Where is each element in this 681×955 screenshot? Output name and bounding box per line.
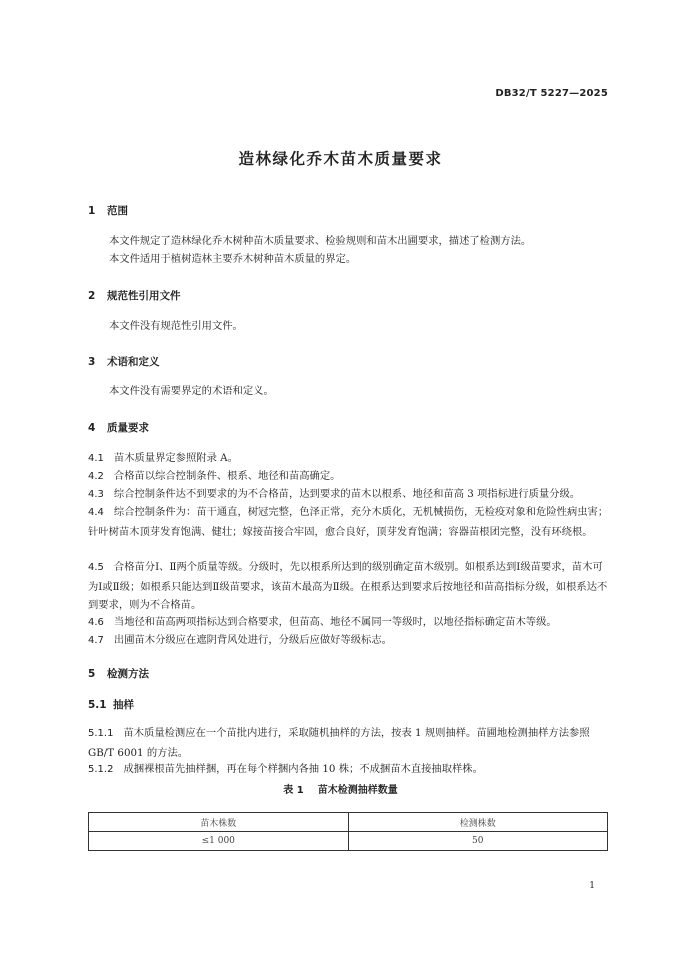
clause-4-2: [88, 467, 610, 487]
section-number: 4: [88, 422, 96, 434]
table-cell: 50: [348, 832, 608, 851]
clause-text: 出圃苗木分级应在遮阴背风处进行，分级后应做好等级标志。: [113, 634, 392, 646]
scope-paragraph-2: 本文件适用于植树造林主要乔木树种苗木质量的界定。: [109, 253, 357, 265]
section-1-heading: [88, 203, 128, 218]
clause-4-7: [88, 631, 610, 651]
clause-4-6: [88, 613, 610, 633]
section-number: 3: [88, 356, 96, 368]
clause-text: 成捆裸根苗先抽样捆，再在每个样捆内各抽 10 株；不成捆苗木直接抽取样株。: [123, 763, 483, 775]
table-title: 苗木检测抽样数量: [317, 785, 398, 796]
normative-references-paragraph: 本文件没有规范性引用文件。: [109, 320, 243, 332]
section-title: 检测方法: [107, 668, 149, 680]
clause-text: 当地径和苗高两项指标达到合格要求，但苗高、地径不属同一等级时，以地径指标确定苗木等级。: [113, 616, 557, 628]
clause-4-3: [88, 485, 610, 505]
clause-number: 4.5: [88, 562, 104, 573]
scope-paragraph-1: 本文件规定了造林绿化乔木树种苗木质量要求、检验规则和苗木出圃要求，描述了检测方法。: [109, 235, 532, 247]
clause-text: 综合控制条件达不到要求的为不合格苗，达到要求的苗木以根系、地径和苗高 3 项指标进行质量分级。: [113, 488, 581, 500]
table-1-caption: [0, 781, 681, 796]
sampling-table: [88, 812, 608, 851]
clause-5-1-2: [88, 760, 610, 780]
table-row: [89, 832, 608, 851]
terms-paragraph: 本文件没有需要界定的术语和定义。: [109, 385, 274, 397]
clause-text: 苗木质量检测应在一个苗批内进行，采取随机抽样的方法，按表 1 规则抽样。苗圃地检测抽样方法参照 GB/T 6001 的方法。: [88, 727, 590, 759]
clause-4-1: [88, 449, 610, 469]
table-header-row: [89, 813, 608, 832]
subsection-number: 5.1: [88, 699, 107, 711]
section-title: 规范性引用文件: [107, 290, 181, 302]
section-number: 5: [88, 668, 96, 680]
clause-number: 4.1: [88, 453, 104, 464]
standard-code: DB32/T 5227—2025: [495, 88, 608, 99]
clause-4-5: [88, 558, 610, 615]
section-2-heading: [88, 288, 181, 303]
clause-5-1-1: [88, 724, 610, 762]
section-number: 2: [88, 290, 96, 302]
section-title: 质量要求: [107, 422, 149, 434]
clause-number: 4.3: [88, 489, 104, 500]
page-number: 1: [589, 881, 595, 891]
clause-number: 4.2: [88, 471, 104, 482]
table-cell: ≤1 000: [89, 832, 349, 851]
section-title: 范围: [107, 205, 128, 217]
clause-text: 合格苗分Ⅰ、Ⅱ两个质量等级。分级时，先以根系所达到的级别确定苗木级别。如根系达到Ⅰ级苗要求，苗木可为Ⅰ或Ⅱ级；如根系只能达到Ⅱ级苗要求，该苗木最高为Ⅱ级。在根系达到要求后按地径和苗高指标分级，如根系达不到要求，则为不合格苗。: [88, 561, 608, 611]
section-title: 术语和定义: [107, 356, 160, 368]
section-3-heading: [88, 354, 160, 369]
clause-number: 5.1.2: [88, 764, 114, 775]
table-header-cell: 检测株数: [348, 813, 608, 832]
clause-4-4: [88, 503, 610, 541]
document-title: 造林绿化乔木苗木质量要求: [238, 150, 443, 168]
subsection-title: 抽样: [113, 699, 134, 711]
section-5-heading: [88, 666, 149, 681]
clause-number: 4.4: [88, 507, 104, 518]
clause-text: 综合控制条件为：苗干通直，树冠完整，色泽正常，充分木质化，无机械损伤，无检疫对象和危险性病虫害；针叶树苗木顶芽发育饱满、健壮；嫁接苗接合牢固，愈合良好，顶芽发育饱满；容器苗根团完整，没有环绕根。: [88, 506, 609, 538]
clause-text: 苗木质量界定参照附录 A。: [113, 452, 238, 464]
subsection-5-1-heading: [88, 697, 134, 712]
table-label: 表 1: [283, 785, 304, 796]
clause-number: 4.6: [88, 617, 104, 628]
clause-text: 合格苗以综合控制条件、根系、地径和苗高确定。: [113, 470, 341, 482]
section-4-heading: [88, 420, 149, 435]
clause-number: 5.1.1: [88, 728, 114, 739]
clause-number: 4.7: [88, 635, 104, 646]
table-header-cell: 苗木株数: [89, 813, 349, 832]
section-number: 1: [88, 205, 96, 217]
